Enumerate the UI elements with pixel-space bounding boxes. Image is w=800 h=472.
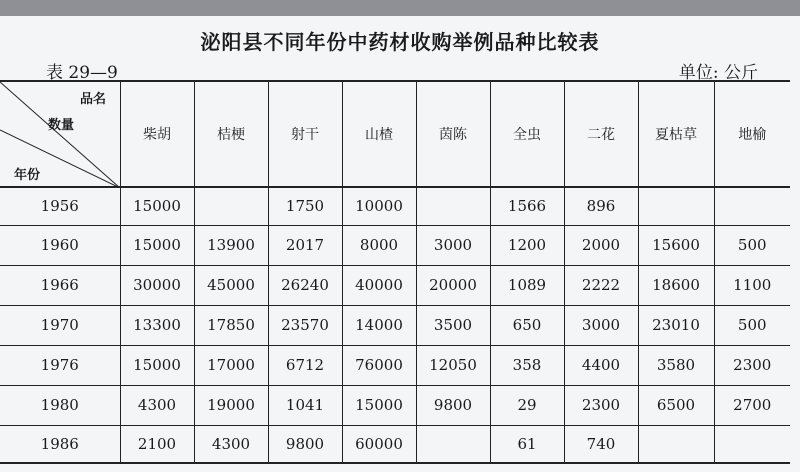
value-cell: 14000 [342,305,416,345]
value-cell: 15000 [342,385,416,425]
value-cell: 4400 [564,345,638,385]
year-cell: 1986 [0,425,120,463]
header-row [0,81,790,187]
value-cell: 8000 [342,225,416,265]
year-cell: 1956 [0,187,120,225]
table-row [0,385,790,425]
value-cell: 3580 [638,345,714,385]
value-cell: 29 [490,385,564,425]
corner-label-item: 品名 [80,92,107,107]
column-header: 桔梗 [194,81,268,187]
value-cell [194,187,268,225]
scan-edge-bar [0,0,800,16]
value-cell: 45000 [194,265,268,305]
corner-label-year: 年份 [14,168,41,183]
value-cell: 1200 [490,225,564,265]
table-row [0,265,790,305]
value-cell: 2100 [120,425,194,463]
value-cell [638,187,714,225]
column-header: 茵陈 [416,81,490,187]
value-cell: 1750 [268,187,342,225]
value-cell [416,425,490,463]
value-cell: 20000 [416,265,490,305]
value-cell [714,425,790,463]
value-cell: 9800 [268,425,342,463]
value-cell: 896 [564,187,638,225]
value-cell: 358 [490,345,564,385]
year-cell: 1966 [0,265,120,305]
value-cell: 23010 [638,305,714,345]
value-cell: 1100 [714,265,790,305]
value-cell: 740 [564,425,638,463]
table-row [0,187,790,225]
value-cell: 4300 [120,385,194,425]
value-cell: 26240 [268,265,342,305]
value-cell: 650 [490,305,564,345]
value-cell: 15000 [120,225,194,265]
value-cell: 10000 [342,187,416,225]
value-cell: 15600 [638,225,714,265]
value-cell: 60000 [342,425,416,463]
table-row [0,225,790,265]
column-header: 射干 [268,81,342,187]
value-cell: 17850 [194,305,268,345]
value-cell: 4300 [194,425,268,463]
value-cell: 500 [714,305,790,345]
value-cell [714,187,790,225]
value-cell: 1566 [490,187,564,225]
column-header: 夏枯草 [638,81,714,187]
column-header: 山楂 [342,81,416,187]
value-cell: 2300 [564,385,638,425]
value-cell: 23570 [268,305,342,345]
table-row [0,425,790,463]
value-cell: 2300 [714,345,790,385]
corner-header-cell [0,81,120,187]
value-cell: 61 [490,425,564,463]
value-cell: 3000 [564,305,638,345]
table-number: 表 29—9 [46,63,118,83]
table-body [0,187,790,463]
value-cell: 6712 [268,345,342,385]
unit-label: 单位: 公斤 [678,63,758,83]
value-cell: 2222 [564,265,638,305]
value-cell: 40000 [342,265,416,305]
value-cell: 1041 [268,385,342,425]
value-cell: 15000 [120,187,194,225]
value-cell: 19000 [194,385,268,425]
corner-label-quantity: 数量 [48,118,75,133]
value-cell: 9800 [416,385,490,425]
year-cell: 1960 [0,225,120,265]
value-cell [416,187,490,225]
value-cell: 6500 [638,385,714,425]
value-cell: 500 [714,225,790,265]
data-table [0,80,790,464]
value-cell: 17000 [194,345,268,385]
value-cell: 3500 [416,305,490,345]
column-header: 二花 [564,81,638,187]
value-cell: 76000 [342,345,416,385]
page-title: 泌阳县不同年份中药材收购举例品种比较表 [200,30,600,54]
value-cell: 1089 [490,265,564,305]
value-cell: 2017 [268,225,342,265]
year-cell: 1980 [0,385,120,425]
table-row [0,305,790,345]
value-cell [638,425,714,463]
column-header: 全虫 [490,81,564,187]
column-header: 地榆 [714,81,790,187]
value-cell: 15000 [120,345,194,385]
value-cell: 13300 [120,305,194,345]
value-cell: 2000 [564,225,638,265]
column-header: 柴胡 [120,81,194,187]
value-cell: 2700 [714,385,790,425]
value-cell: 30000 [120,265,194,305]
value-cell: 3000 [416,225,490,265]
value-cell: 18600 [638,265,714,305]
year-cell: 1970 [0,305,120,345]
value-cell: 13900 [194,225,268,265]
value-cell: 12050 [416,345,490,385]
year-cell: 1976 [0,345,120,385]
table-row [0,345,790,385]
